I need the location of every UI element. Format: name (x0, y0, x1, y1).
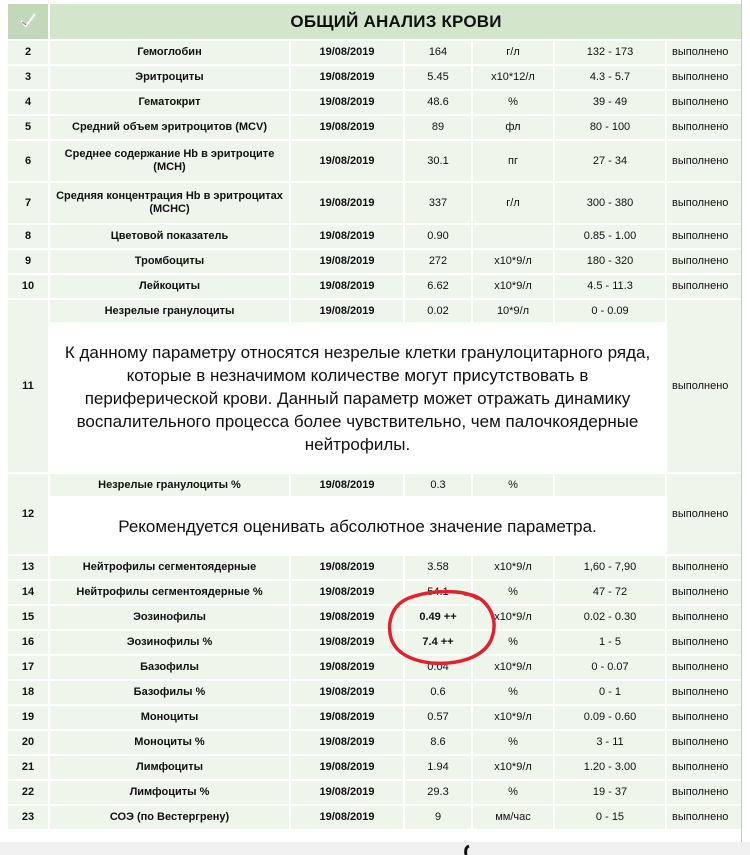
test-value: 29.3 (405, 781, 471, 804)
test-value: 337 (405, 183, 471, 223)
table-row (8, 581, 742, 604)
test-name: Нейтрофилы сегментоядерные (50, 556, 289, 579)
table-row (8, 141, 742, 181)
test-name: Лейкоциты (50, 275, 289, 298)
test-date: 19/08/2019 (291, 581, 403, 604)
test-status: выполнено (667, 631, 742, 654)
test-name: Базофилы (50, 656, 289, 679)
table-row (8, 781, 742, 804)
test-name: Среднее содержание Hb в эритроците (MCH) (50, 141, 289, 181)
test-date: 19/08/2019 (291, 706, 403, 729)
reference-range: 1 - 5 (555, 631, 665, 654)
reference-range: 0.02 - 0.30 (555, 606, 665, 629)
parameter-note: К данному параметру относятся незрелые клетки гранулоцитарного ряда, которые в незначимом количестве могут присутствовать в периферической крови. Данный параметр может отражать динамику воспалительного процесса более чувствительно, чем палочкоядерные нейтрофилы. (50, 324, 665, 472)
test-unit: % (473, 631, 553, 654)
reference-range: 0 - 0.09 (555, 300, 665, 322)
reference-range: 3 - 11 (555, 731, 665, 754)
reference-range: 27 - 34 (555, 141, 665, 181)
test-status: выполнено (667, 556, 742, 579)
reference-range: 0.09 - 0.60 (555, 706, 665, 729)
test-unit: x10*9/л (473, 656, 553, 679)
note-row (8, 498, 742, 554)
test-date: 19/08/2019 (291, 250, 403, 273)
reference-range: 0 - 15 (555, 806, 665, 829)
test-date: 19/08/2019 (291, 275, 403, 298)
reference-range: 19 - 37 (555, 781, 665, 804)
test-date: 19/08/2019 (291, 606, 403, 629)
row-number: 8 (8, 225, 48, 248)
table-row (8, 300, 742, 322)
test-date: 19/08/2019 (291, 656, 403, 679)
test-value: 5.45 (405, 66, 471, 89)
parameter-note: Рекомендуется оценивать абсолютное значение параметра. (50, 498, 665, 554)
test-value: 6.62 (405, 275, 471, 298)
test-name: Моноциты (50, 706, 289, 729)
test-name: Гематокрит (50, 91, 289, 114)
table-row (8, 116, 742, 139)
row-number: 2 (8, 41, 48, 64)
test-status: выполнено (667, 474, 742, 554)
report-title: ОБЩИЙ АНАЛИЗ КРОВИ (50, 4, 742, 39)
row-number: 6 (8, 141, 48, 181)
row-number: 16 (8, 631, 48, 654)
test-status: выполнено (667, 141, 742, 181)
reference-range: 1.20 - 3.00 (555, 756, 665, 779)
test-unit: % (473, 91, 553, 114)
test-status: выполнено (667, 706, 742, 729)
test-value: 0.90 (405, 225, 471, 248)
test-name: Гемоглобин (50, 41, 289, 64)
table-row (8, 91, 742, 114)
test-unit: 10*9/л (473, 300, 553, 322)
test-value: 89 (405, 116, 471, 139)
test-unit: пг (473, 141, 553, 181)
row-number: 19 (8, 706, 48, 729)
test-unit: x10*9/л (473, 250, 553, 273)
test-value: 0.04 (405, 656, 471, 679)
test-value: 3.58 (405, 556, 471, 579)
test-name: Незрелые гранулоциты % (50, 474, 289, 496)
results-body (8, 41, 742, 829)
table-row (8, 66, 742, 89)
test-unit (473, 225, 553, 248)
test-date: 19/08/2019 (291, 806, 403, 829)
test-date: 19/08/2019 (291, 66, 403, 89)
table-row (8, 606, 742, 629)
test-date: 19/08/2019 (291, 225, 403, 248)
test-unit: мм/час (473, 806, 553, 829)
test-date: 19/08/2019 (291, 631, 403, 654)
row-number: 5 (8, 116, 48, 139)
test-date: 19/08/2019 (291, 116, 403, 139)
reference-range: 180 - 320 (555, 250, 665, 273)
test-status: выполнено (667, 300, 742, 472)
reference-range: 4.5 - 11.3 (555, 275, 665, 298)
reference-range: 0.85 - 1.00 (555, 225, 665, 248)
reference-range: 0 - 0.07 (555, 656, 665, 679)
row-number: 12 (8, 474, 48, 554)
test-unit: x10*9/л (473, 556, 553, 579)
row-number: 3 (8, 66, 48, 89)
reference-range: 0 - 1 (555, 681, 665, 704)
test-unit: x10*9/л (473, 756, 553, 779)
test-value: 7.4 ++ (405, 631, 471, 654)
test-status: выполнено (667, 656, 742, 679)
test-unit: % (473, 681, 553, 704)
test-value: 272 (405, 250, 471, 273)
blood-test-table (6, 2, 744, 831)
header-check-cell (8, 4, 48, 39)
test-value: 1.94 (405, 756, 471, 779)
test-status: выполнено (667, 250, 742, 273)
table-row (8, 275, 742, 298)
row-number: 14 (8, 581, 48, 604)
test-status: выполнено (667, 275, 742, 298)
test-name: Незрелые гранулоциты (50, 300, 289, 322)
reference-range (555, 474, 665, 496)
row-number: 22 (8, 781, 48, 804)
note-row (8, 324, 742, 472)
test-date: 19/08/2019 (291, 300, 403, 322)
partial-glyph-mark (458, 844, 472, 855)
test-date: 19/08/2019 (291, 681, 403, 704)
test-date: 19/08/2019 (291, 556, 403, 579)
table-row (8, 474, 742, 496)
reference-range: 4.3 - 5.7 (555, 66, 665, 89)
test-name: Цветовой показатель (50, 225, 289, 248)
test-name: Эозинофилы (50, 606, 289, 629)
test-unit: % (473, 581, 553, 604)
row-number: 23 (8, 806, 48, 829)
test-name: Моноциты % (50, 731, 289, 754)
test-value: 48.6 (405, 91, 471, 114)
test-name: Эритроциты (50, 66, 289, 89)
row-number: 9 (8, 250, 48, 273)
row-number: 11 (8, 300, 48, 472)
reference-range: 132 - 173 (555, 41, 665, 64)
row-number: 4 (8, 91, 48, 114)
test-value: 0.6 (405, 681, 471, 704)
test-status: выполнено (667, 183, 742, 223)
test-status: выполнено (667, 91, 742, 114)
test-date: 19/08/2019 (291, 731, 403, 754)
row-number: 15 (8, 606, 48, 629)
test-status: выполнено (667, 225, 742, 248)
test-date: 19/08/2019 (291, 756, 403, 779)
page-edge (741, 0, 742, 855)
test-value: 9 (405, 806, 471, 829)
test-status: выполнено (667, 781, 742, 804)
row-number: 17 (8, 656, 48, 679)
test-name: Лимфоциты (50, 756, 289, 779)
test-unit: x10*12/л (473, 66, 553, 89)
test-status: выполнено (667, 66, 742, 89)
page-bottom-strip (0, 842, 750, 855)
test-value: 30.1 (405, 141, 471, 181)
table-row (8, 41, 742, 64)
test-unit: % (473, 781, 553, 804)
table-row (8, 631, 742, 654)
table-row (8, 806, 742, 829)
test-name: Базофилы % (50, 681, 289, 704)
test-status: выполнено (667, 581, 742, 604)
table-row (8, 183, 742, 223)
test-status: выполнено (667, 681, 742, 704)
test-value: 0.57 (405, 706, 471, 729)
row-number: 10 (8, 275, 48, 298)
table-row (8, 681, 742, 704)
row-number: 18 (8, 681, 48, 704)
test-name: Лимфоциты % (50, 781, 289, 804)
table-row (8, 706, 742, 729)
reference-range: 80 - 100 (555, 116, 665, 139)
table-row (8, 250, 742, 273)
test-value: 8.6 (405, 731, 471, 754)
table-row (8, 656, 742, 679)
test-status: выполнено (667, 116, 742, 139)
check-icon (19, 11, 37, 29)
test-unit: фл (473, 116, 553, 139)
reference-range: 1,60 - 7,90 (555, 556, 665, 579)
test-name: Средняя концентрация Hb в эритроцитах (MCHC) (50, 183, 289, 223)
reference-range: 300 - 380 (555, 183, 665, 223)
test-unit: x10*9/л (473, 275, 553, 298)
table-row (8, 731, 742, 754)
test-name: Тромбоциты (50, 250, 289, 273)
table-row (8, 225, 742, 248)
test-unit: % (473, 731, 553, 754)
test-unit: г/л (473, 183, 553, 223)
test-status: выполнено (667, 41, 742, 64)
test-name: СОЭ (по Вестергрену) (50, 806, 289, 829)
test-date: 19/08/2019 (291, 41, 403, 64)
test-value: 54.1 (405, 581, 471, 604)
row-number: 7 (8, 183, 48, 223)
reference-range: 47 - 72 (555, 581, 665, 604)
row-number: 13 (8, 556, 48, 579)
test-value: 164 (405, 41, 471, 64)
test-date: 19/08/2019 (291, 141, 403, 181)
test-value: 0.3 (405, 474, 471, 496)
row-number: 20 (8, 731, 48, 754)
test-status: выполнено (667, 756, 742, 779)
table-row (8, 556, 742, 579)
test-unit: г/л (473, 41, 553, 64)
test-status: выполнено (667, 606, 742, 629)
test-name: Средний объем эритроцитов (MCV) (50, 116, 289, 139)
test-value: 0.49 ++ (405, 606, 471, 629)
row-number: 21 (8, 756, 48, 779)
reference-range: 39 - 49 (555, 91, 665, 114)
test-status: выполнено (667, 731, 742, 754)
test-name: Нейтрофилы сегментоядерные % (50, 581, 289, 604)
test-value: 0.02 (405, 300, 471, 322)
test-date: 19/08/2019 (291, 474, 403, 496)
test-date: 19/08/2019 (291, 183, 403, 223)
test-unit: x10*9/л (473, 606, 553, 629)
test-date: 19/08/2019 (291, 91, 403, 114)
test-name: Эозинофилы % (50, 631, 289, 654)
test-status: выполнено (667, 806, 742, 829)
test-date: 19/08/2019 (291, 781, 403, 804)
test-unit: % (473, 474, 553, 496)
test-unit: x10*9/л (473, 706, 553, 729)
table-row (8, 756, 742, 779)
